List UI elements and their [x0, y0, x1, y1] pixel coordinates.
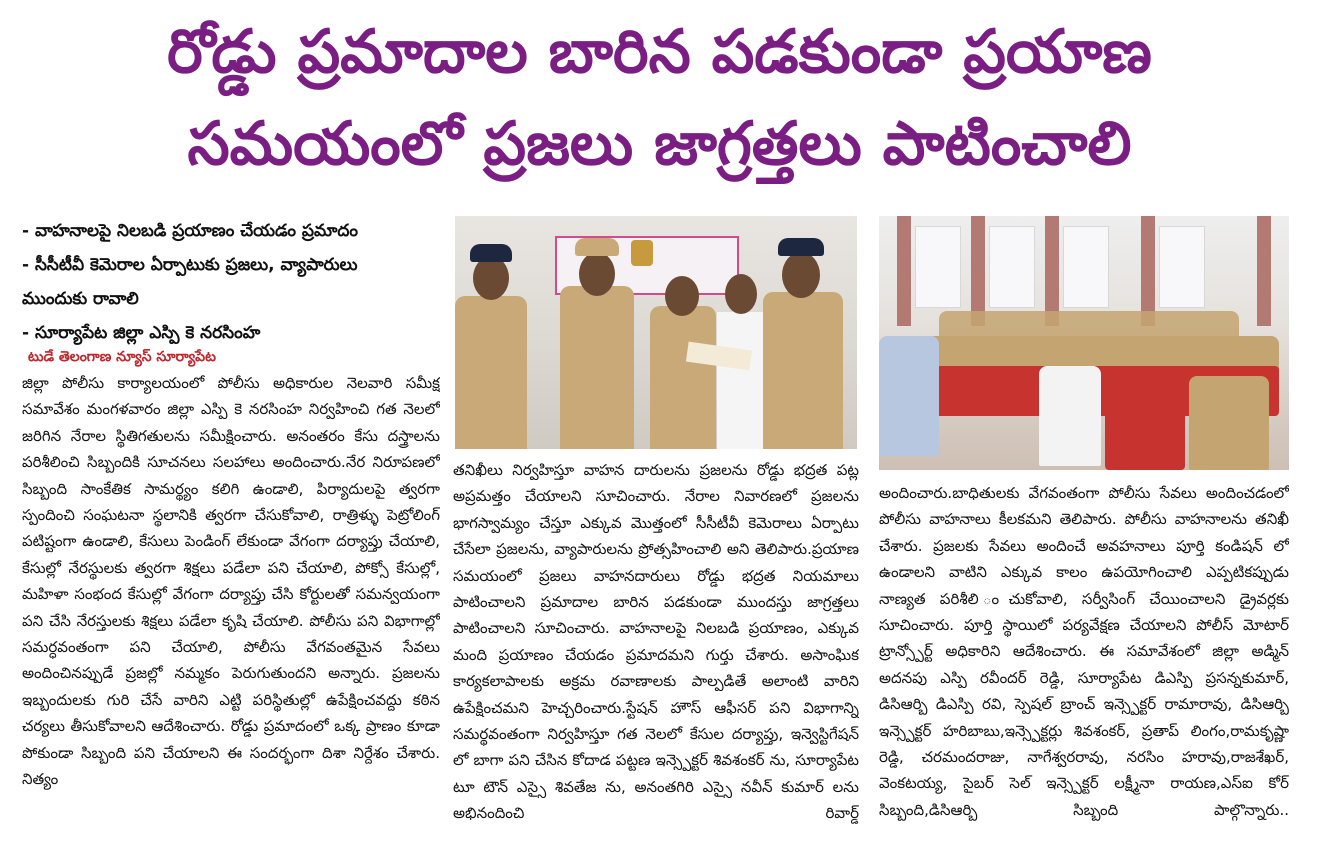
article-paragraph: అందించారు.బాధితులకు వేగవంతంగా పోలీసు సేవలు అందించడంలో పోలీసు వాహనాలు కీలకమని తెలిపారు. పోలీసు వాహనాలను తనిఖీ చేశారు. ప్రజలకు సేవలు అందించే అవహనాలు పూర్తి కండిషన్ లో ఉండాలని వాటిని ఎక్కువ కాలం ఉపయోగించాలి ఎప్పటికప్పుడు నాణ్యత పరిశీలి ంచుకోవాలి, సర్వీసింగ్ చేయించాలని డ్రైవర్లకు సూచించారు. పూర్తి స్థాయిలో పర్యవేక్షణ చేయాలని పోలీస్ మోటార్ ట్రాన్స్పోర్ట్ అధికారిని ఆదేశించారు. ఈ సమావేశంలో జిల్లా అడ్మిన్ అదనపు ఎస్పి రవీందర్ రెడ్డి, సూర్యాపేట డిఎస్పి ప్రసన్నకుమార్, డిసిఆర్బి డిఎస్పి రవి, స్పెషల్ బ్రాంచ్ ఇన్స్పెక్టర్ రామారావు, డిసిఆర్బి ఇన్స్పెక్టర్ హరిబాబు,ఇన్స్పెక్టర్లు శివశంకర్, ప్రతాప్ లింగం,రామకృష్ణా రెడ్డి, చరమందరాజు, నాగేశ్వరరావు, నరసిం హరావు,రాజశేఖర్, వెంకటయ్య, సైబర్ సెల్ ఇన్స్పెక్టర్ లక్ష్మీనా రాయణ,ఎస్ఐ కోర్ సిబ్బంది,డిసిఆర్బి సిబ్బంది పాల్గొన్నారు..	[879, 484, 1289, 819]
highlight-item: - వాహనాలపై నిలబడి ప్రయాణం చేయడం ప్రమాదం	[22, 221, 359, 241]
article-column-3	[879, 480, 1289, 841]
emblem-icon	[631, 240, 653, 266]
article-column-1	[22, 370, 440, 840]
highlight-item: - సూర్యాపేట జిల్లా ఎస్పి కె నరసింహ	[22, 323, 261, 343]
dateline: టుడే తెలంగాణ న్యూస్ సూర్యాపేట	[28, 349, 216, 365]
article-paragraph: జిల్లా పోలీసు కార్యాలయంలో పోలీసు అధికారుల నెలవారి సమీక్ష సమావేశం మంగళవారం జిల్లా ఎస్పి కె నరసింహ నిర్వహించి గత నెలలో జరిగిన నేరాల స్థితిగతులను సమీక్షించారు. అనంతరం కేసు దస్త్రాలను పరిశీలించి సిబ్బందికి సూచనలు సలహాలు అందించారు.నేర నిరూపణలో సిబ్బంది సాంకేతిక సామర్థ్యం కలిగి ఉండాలి, పిర్యాదులపై త్వరగా స్పందించి సంఘటనా స్థలానికి త్వరగా చేసుకోవాలి, రాత్రిళ్ళు పెట్రోలింగ్ పటిష్టంగా ఉండాలి, కేసులు పెండింగ్ లేకుండా వేగంగా దర్యాప్తు చేయాలి, కేసుల్లో నేరస్థులకు త్వరగా శిక్షలు పడేలా పని చేయాలి, పోక్సో కేసుల్లో, మహిళా సంభంద కేసుల్లో వేగంగా దర్యాప్తు చేసి కోర్టులతో సమన్వయంగా పని చేసి నేరస్తులకు శిక్షలు పడేలా కృషి చేయాలి. పోలీసు పని విభాగాల్లో సమర్ధవంతంగా పని చేయాలి, పోలీసు వేగవంతమైన సేవలు అందించినప్పుడే ప్రజల్లో నమ్మకం పెరుగుతుందని అన్నారు. ప్రజలను ఇబ్బందులకు గురి చేసే వారిని ఎట్టి పరిస్థితుల్లో ఉపేక్షించవద్దు కఠిన చర్యలు తీసుకోవాలని ఆదేశించారు. రోడ్డు ప్రమాదంలో ఒక్క ప్రాణం కూడా పోకుండా సిబ్బంది పని చేయాలని ఈ సందర్భంగా దిశా నిర్దేశం చేశారు. నిత్యం	[22, 374, 440, 789]
headline	[0, 6, 1319, 190]
highlight-item: - సీసీటీవీ కెమెరాల ఏర్పాటుకు ప్రజలు, వ్యాపారులు	[22, 255, 358, 275]
award-ceremony-photo	[455, 216, 857, 449]
headline-line-1: రోడ్డు ప్రమాదాల బారిన పడకుండా ప్రయాణ	[167, 17, 1152, 87]
highlights-list	[22, 214, 442, 350]
article-paragraph: తనిఖీలు నిర్వహిస్తూ వాహన దారులను ప్రజలను రోడ్డు భద్రత పట్ల అప్రమత్తం చేయాలని సూచించారు. నేరాల నివారణలో ప్రజలను భాగస్వామ్యం చేస్తూ ఎక్కువ మొత్తంలో సీసీటీవీ కెమెరాలు ఏర్పాటు చేసేలా ప్రజలను, వ్యాపారులను ప్రోత్సహించాలి అని తెలిపారు.ప్రయాణ సమయంలో ప్రజలు వాహనదారులు రోడ్డు భద్రత నియమాలు పాటించాలని ప్రమాదాల బారిన పడకుండా ముందస్తు జాగ్రత్తలు పాటించాలని సూచించారు. వాహనాలపై నిలబడి ప్రయాణం, ఎక్కువ మంది ప్రయాణం చేయడం ప్రమాదమని గుర్తు చేశారు. అసాంఘిక కార్యకలాపాలకు అక్రమ రవాణాలకు పాల్పడితే అలాంటి వారిని ఉపేక్షించమని హెచ్చరించారు.స్టేషన్ హౌస్ ఆఫీసర్ పని విభాగాన్ని సమర్థవంతంగా నిర్వహిస్తూ గత నెలలో కేసుల దర్యాప్తు, ఇన్వెస్టిగేషన్ లో బాగా పని చేసిన కోదాడ పట్టణ ఇన్స్పెక్టర్ శివశంకర్ ను, సూర్యాపేట టూ టౌన్ ఎస్సై శివతేజ ను, అనంతగిరి ఎస్సై నవీన్ కుమార్ లను అభినందించి రివార్డ్	[453, 461, 859, 823]
highlight-item: ముందుకు రావాలి	[22, 289, 139, 309]
article-column-2	[453, 457, 859, 841]
headline-line-2: సమయంలో ప్రజలు జాగ్రత్తలు పాటించాలి	[187, 109, 1132, 179]
meeting-hall-photo	[879, 216, 1289, 470]
